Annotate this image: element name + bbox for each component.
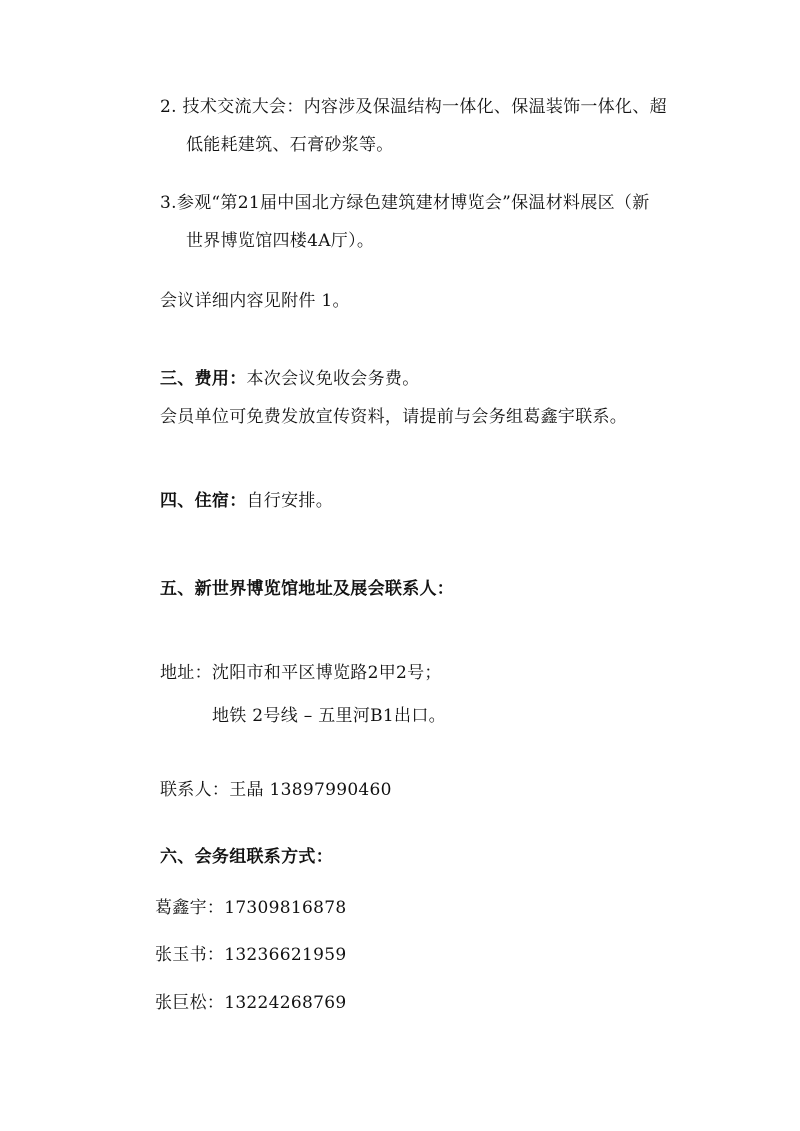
fee-section [160,368,420,390]
fee-text: 本次会议免收会务费。 [246,369,420,389]
venue-address: 地址：沈阳市和平区博览路2甲2号； [160,663,442,683]
contacts-heading: 六、会务组联系方式： [160,847,333,867]
venue-metro: 地铁 2号线 – 五里河B1出口。 [212,706,446,726]
contact-person: 张玉书：13236621959 [155,945,347,965]
accommodation-text: 自行安排。 [246,491,333,511]
fee-heading: 三、费用： [160,369,247,389]
item-2-line-2: 低能耗建筑、石膏砂浆等。 [186,135,394,155]
fee-note: 会员单位可免费发放宣传资料，请提前与会务组葛鑫宇联系。 [160,407,628,427]
contact-person: 张巨松：13224268769 [155,993,347,1013]
item-3-line-1: 3.参观“第21届中国北方绿色建筑建材博览会”保温材料展区（新 [160,193,650,213]
contact-person: 葛鑫宇：17309816878 [155,898,347,918]
item-2-line-1: 2. 技术交流大会：内容涉及保温结构一体化、保温装饰一体化、超 [160,97,667,117]
accommodation-heading: 四、住宿： [160,491,247,511]
item-3-line-2: 世界博览馆四楼4A厅）。 [186,231,375,251]
details-note: 会议详细内容见附件 1。 [160,291,350,311]
accommodation-section [160,490,333,512]
venue-heading: 五、新世界博览馆地址及展会联系人： [160,579,455,599]
venue-contact: 联系人：王晶 13897990460 [160,780,392,800]
